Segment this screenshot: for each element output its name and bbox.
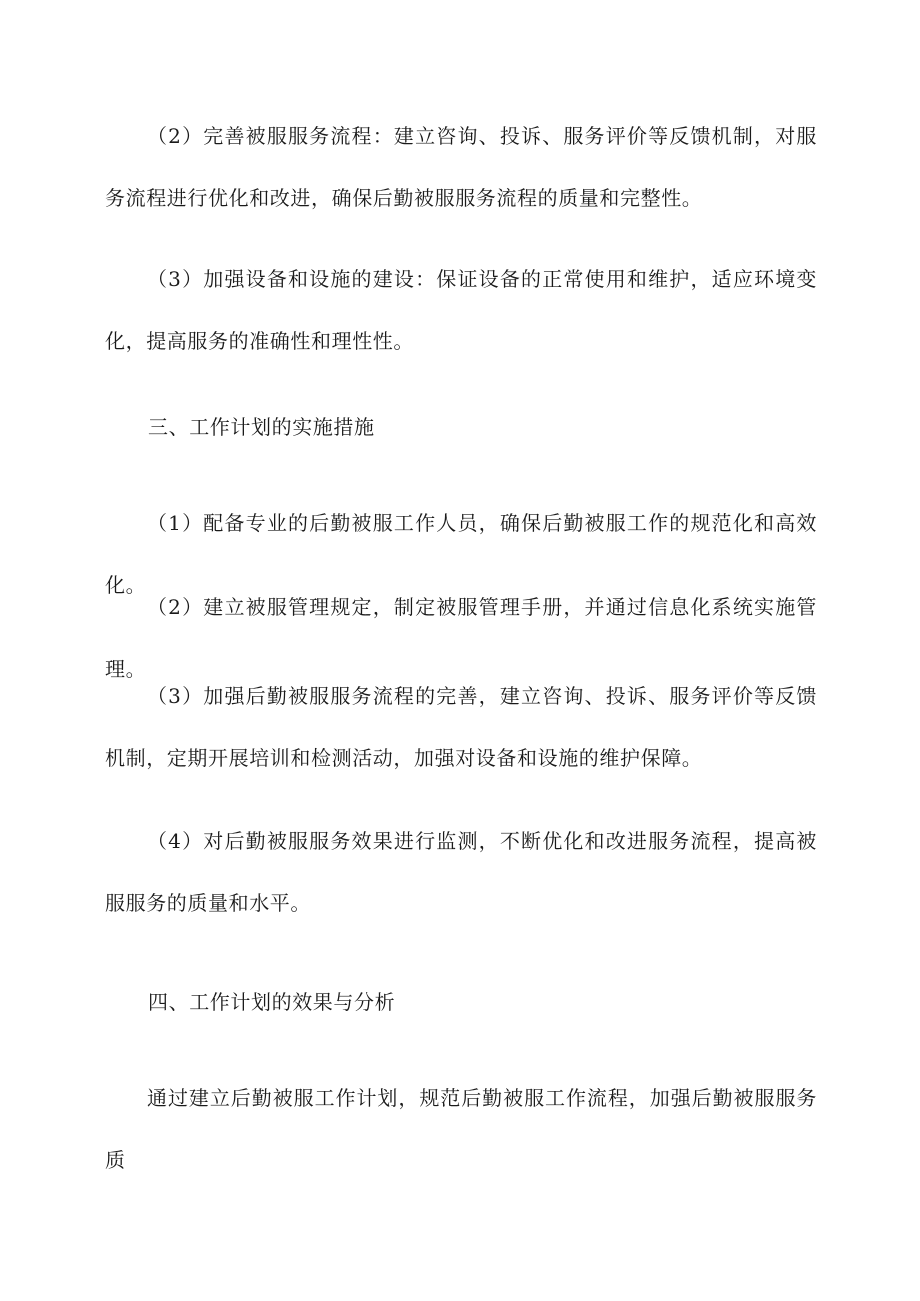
list-item-feedback-mechanism: （3）加强后勤被服服务流程的完善，建立咨询、投诉、服务评价等反馈机制，定期开展培训和检测活动，加强对设备和设施的维护保障。 [105, 684, 817, 770]
paragraph-equipment: （3）加强设备和设施的建设：保证设备的正常使用和维护，适应环境变化，提高服务的准确性和理性性。 [105, 267, 817, 353]
section-heading-effects: 四、工作计划的效果与分析 [148, 990, 396, 1014]
list-item-management-rules: （2）建立被服管理规定，制定被服管理手册，并通过信息化系统实施管理。 [105, 595, 817, 681]
section-heading-implementation: 三、工作计划的实施措施 [148, 415, 375, 439]
list-item-monitoring: （4）对后勤被服服务效果进行监测，不断优化和改进服务流程，提高被服服务的质量和水平。 [105, 829, 817, 915]
paragraph-service-flow: （2）完善被服服务流程：建立咨询、投诉、服务评价等反馈机制，对服务流程进行优化和改进，确保后勤被服服务流程的质量和完整性。 [105, 124, 817, 210]
list-item-staffing: （1）配备专业的后勤被服工作人员，确保后勤被服工作的规范化和高效化。 [105, 511, 817, 597]
paragraph-effects-body: 通过建立后勤被服工作计划，规范后勤被服工作流程，加强后勤被服服务质 [105, 1086, 817, 1172]
